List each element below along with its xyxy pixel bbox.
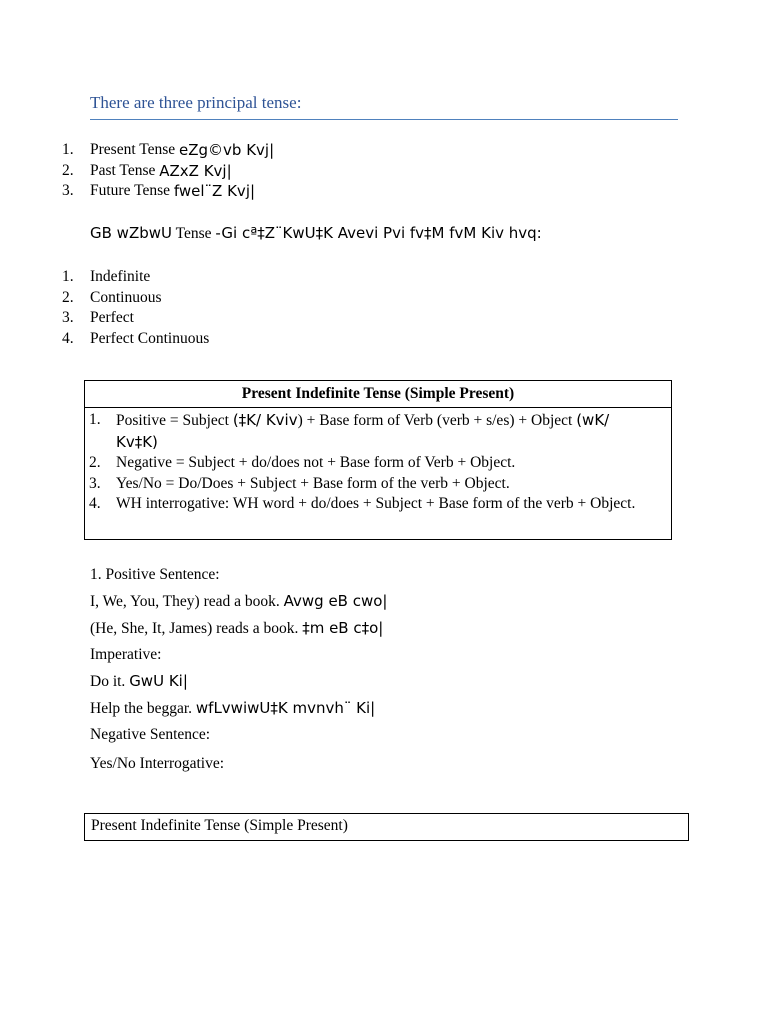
tense-label: Future Tense	[90, 182, 170, 200]
example-native: wfLvwiwU‡K mvnvh¨ Ki|	[195, 699, 376, 717]
example-english: I, We, You, They) read a book.	[90, 593, 280, 610]
list-number: 4.	[62, 329, 74, 347]
rule-native-part: (‡K/ Kviv	[232, 411, 298, 429]
rule-native-part: (wK/ Kv‡K)	[116, 411, 610, 451]
rule-text	[116, 410, 653, 453]
rule-number: 4.	[89, 495, 101, 512]
page-heading: There are three principal tense:	[90, 93, 678, 120]
rule-item	[89, 494, 653, 515]
rule-item	[89, 410, 653, 453]
rule-text: WH interrogative: WH word + do/does + Subject + Base form of the verb + Object.	[116, 495, 636, 512]
rule-text-part: Positive = Subject	[116, 412, 233, 429]
example-english: Help the beggar.	[90, 700, 193, 717]
example-line	[90, 668, 387, 695]
example-native: GwU Ki|	[129, 672, 188, 690]
list-number: 2.	[62, 161, 74, 179]
rule-item	[89, 474, 653, 495]
rule-text-part: ) + Base form of Verb (verb + s/es) + Object	[297, 412, 577, 429]
list-number: 3.	[62, 182, 74, 200]
rules-table-title: Present Indefinite Tense (Simple Present)	[85, 381, 671, 408]
tense-native-text: AZxZ Kvj|	[159, 161, 232, 180]
form-label: Perfect Continuous	[90, 329, 210, 347]
form-label: Continuous	[90, 288, 162, 306]
tense-label: Present Tense	[90, 141, 176, 158]
forms-list	[62, 267, 209, 349]
rules-table	[84, 380, 672, 540]
example-line	[90, 695, 387, 722]
form-label: Perfect	[90, 309, 134, 327]
list-number: 2.	[62, 288, 74, 306]
example-line	[90, 588, 387, 615]
rule-number: 2.	[89, 454, 101, 471]
list-item	[62, 308, 209, 329]
tense-native-text: fwel¨Z Kvj|	[173, 182, 256, 201]
list-item	[62, 181, 274, 202]
example-native: ‡m eB c‡o|	[302, 619, 384, 637]
list-item	[62, 140, 274, 161]
rule-text: Negative = Subject + do/does not + Base form of Verb + Object.	[116, 454, 516, 471]
form-label: Indefinite	[90, 268, 151, 285]
rule-number: 1.	[89, 411, 101, 428]
second-table-title: Present Indefinite Tense (Simple Present)	[91, 817, 348, 834]
imperative-label: Imperative:	[90, 646, 162, 663]
negative-label: Negative Sentence:	[90, 726, 211, 743]
tense-label: Past Tense	[90, 161, 156, 179]
section-title: 1. Positive Sentence:	[90, 566, 220, 583]
list-item	[62, 161, 274, 182]
rule-item	[89, 453, 653, 474]
example-english: (He, She, It, James) reads a book.	[90, 620, 299, 637]
intro-sentence	[90, 224, 542, 243]
intro-native-pre: GB wZbwU	[90, 224, 172, 242]
list-number: 1.	[62, 268, 74, 285]
list-item	[62, 267, 209, 288]
list-item	[62, 288, 209, 309]
tense-list	[62, 140, 274, 202]
list-item	[62, 329, 209, 350]
list-number: 1.	[62, 141, 74, 158]
example-native: Avwg eB cwo|	[283, 592, 388, 610]
example-english: Do it.	[90, 673, 126, 690]
tense-native-text: eZg©vb Kvj|	[179, 141, 275, 159]
yesno-label: Yes/No Interrogative:	[90, 755, 225, 772]
second-table	[84, 813, 689, 841]
rules-list	[85, 410, 671, 515]
example-line	[90, 615, 387, 642]
rule-number: 3.	[89, 474, 101, 492]
intro-native-post: -Gi cª‡Z¨KwU‡K Avevi Pvi fv‡M fvM Kiv hvq:	[215, 224, 542, 242]
list-number: 3.	[62, 309, 74, 327]
intro-tense-word: Tense	[175, 225, 212, 242]
examples-section	[90, 562, 387, 777]
rule-text: Yes/No = Do/Does + Subject + Base form of the verb + Object.	[116, 474, 510, 492]
